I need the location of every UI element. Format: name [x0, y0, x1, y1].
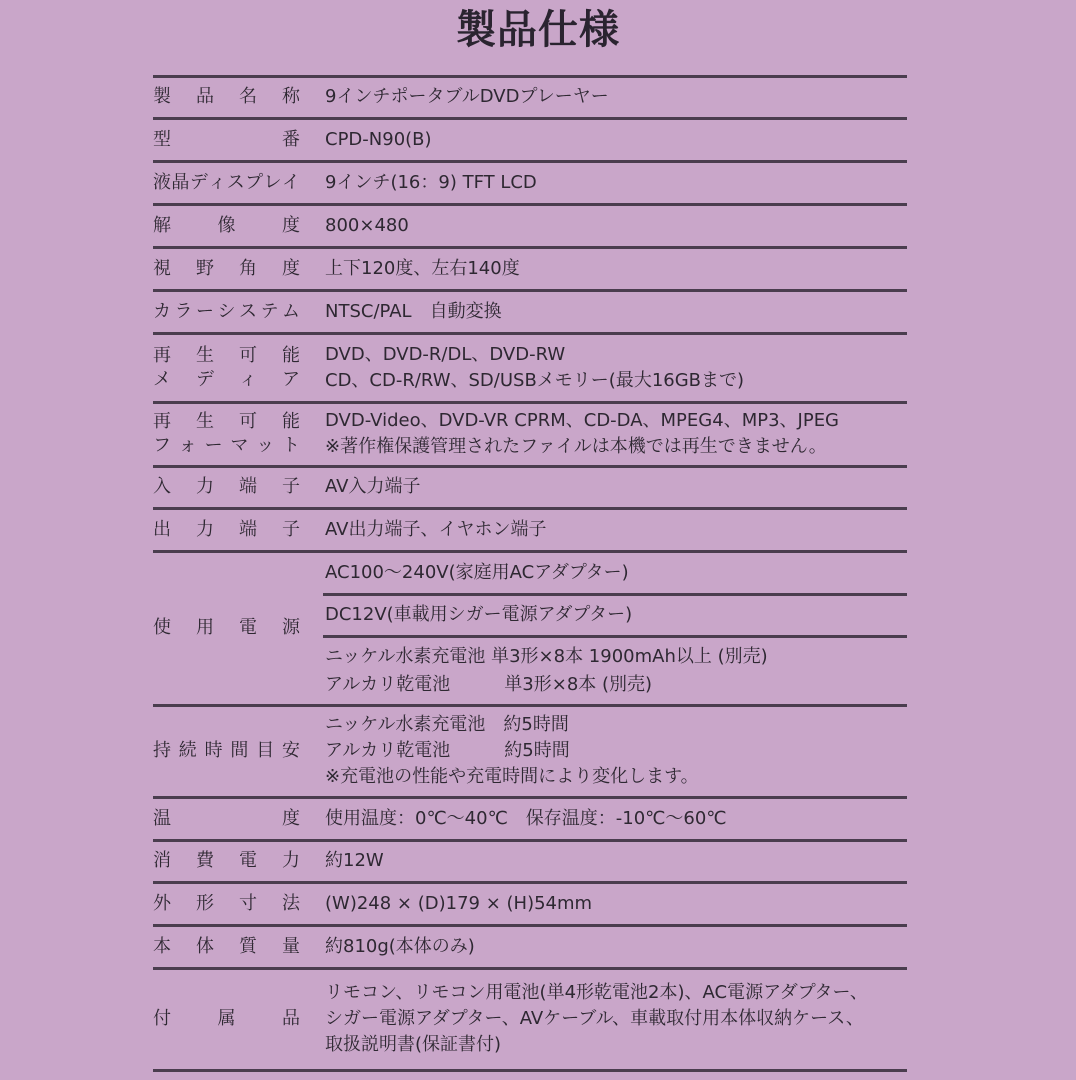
- row-divider: [153, 289, 907, 292]
- spec-label: 温 度: [153, 807, 300, 829]
- spec-value: (W)248 × (D)179 × (H)54mm: [325, 892, 593, 914]
- spec-label: カ ラ ー シ ス テ ム: [153, 300, 300, 322]
- spec-value: 上下120度、左右140度: [325, 257, 520, 279]
- row-divider: [153, 507, 907, 510]
- spec-label: 解 像 度: [153, 214, 300, 236]
- row-divider: [153, 160, 907, 163]
- spec-label: 本 体 質 量: [153, 935, 300, 957]
- spec-value: アルカリ乾電池 単3形×8本 (別売): [325, 673, 653, 695]
- spec-value: リモコン、リモコン用電池(単4形乾電池2本)、AC電源アダプター、: [325, 982, 868, 1003]
- row-divider: [153, 967, 907, 970]
- row-divider: [153, 332, 907, 335]
- row-divider: [153, 75, 907, 78]
- row-divider: [153, 465, 907, 468]
- spec-label: 出 力 端 子: [153, 518, 300, 540]
- row-divider: [153, 704, 907, 707]
- spec-label: 再 生 可 能: [153, 344, 300, 366]
- row-divider: [153, 796, 907, 799]
- spec-value: NTSC/PAL 自動変換: [325, 300, 502, 322]
- spec-label: 液 晶 デ ィ ス プ レ イ: [153, 171, 300, 193]
- spec-label: 再 生 可 能: [153, 411, 300, 432]
- spec-value: CPD-N90(B): [325, 128, 432, 150]
- spec-label: 視 野 角 度: [153, 257, 300, 279]
- spec-label: 消 費 電 力: [153, 850, 300, 871]
- spec-value: アルカリ乾電池 約5時間: [325, 740, 570, 761]
- spec-value: AV出力端子、イヤホン端子: [325, 518, 547, 540]
- spec-label: フ ォ ー マ ッ ト: [153, 435, 300, 456]
- row-divider: [153, 1069, 907, 1072]
- spec-value: 9インチ(16：9) TFT LCD: [325, 171, 537, 193]
- spec-value: DVD、DVD-R/DL、DVD-RW: [325, 343, 566, 365]
- spec-value: AV入力端子: [325, 476, 421, 497]
- spec-label: 製 品 名 称: [153, 86, 300, 107]
- row-divider: [153, 881, 907, 884]
- spec-label: 持 続 時 間 目 安: [153, 740, 300, 761]
- row-divider: [153, 839, 907, 842]
- row-divider: [153, 246, 907, 249]
- spec-value: DC12V(車載用シガー電源アダプター): [325, 604, 633, 625]
- spec-label: 付 属 品: [153, 1008, 300, 1029]
- spec-value: ※充電池の性能や充電時間により変化します。: [325, 766, 699, 787]
- row-divider: [153, 117, 907, 120]
- spec-value: 800×480: [325, 214, 409, 236]
- spec-value: 約810g(本体のみ): [325, 935, 475, 957]
- spec-label: 入 力 端 子: [153, 476, 300, 497]
- spec-value: 取扱説明書(保証書付): [325, 1034, 502, 1055]
- row-divider: [153, 550, 907, 553]
- spec-value: AC100～240V(家庭用ACアダプター): [325, 561, 629, 583]
- spec-value: ※著作権保護管理されたファイルは本機では再生できません。: [325, 436, 827, 457]
- spec-value: DVD-Video、DVD-VR CPRM、CD-DA、MPEG4、MP3、JPEG: [325, 410, 840, 431]
- spec-value: 9インチポータブルDVDプレーヤー: [325, 86, 609, 107]
- sub-row-divider: [323, 635, 907, 638]
- spec-label: 型 番: [153, 128, 300, 150]
- spec-value: 使用温度：0℃～40℃ 保存温度：-10℃～60℃: [325, 807, 727, 829]
- spec-value: ニッケル水素充電池 約5時間: [325, 714, 569, 735]
- spec-label: 使 用 電 源: [153, 617, 300, 638]
- row-divider: [153, 401, 907, 404]
- page-title: 製品仕様: [456, 7, 620, 53]
- spec-value: CD、CD-R/RW、SD/USBメモリー(最大16GBまで): [325, 369, 745, 391]
- spec-label: 外 形 寸 法: [153, 892, 300, 914]
- row-divider: [153, 203, 907, 206]
- spec-value: ニッケル水素充電池 単3形×8本 1900mAh以上 (別売): [325, 645, 768, 667]
- spec-label: メ デ ィ ア: [153, 368, 300, 390]
- sub-row-divider: [323, 593, 907, 596]
- row-divider: [153, 924, 907, 927]
- spec-value: 約12W: [325, 850, 384, 871]
- spec-value: シガー電源アダプター、AVケーブル、車載取付用本体収納ケース、: [325, 1008, 864, 1029]
